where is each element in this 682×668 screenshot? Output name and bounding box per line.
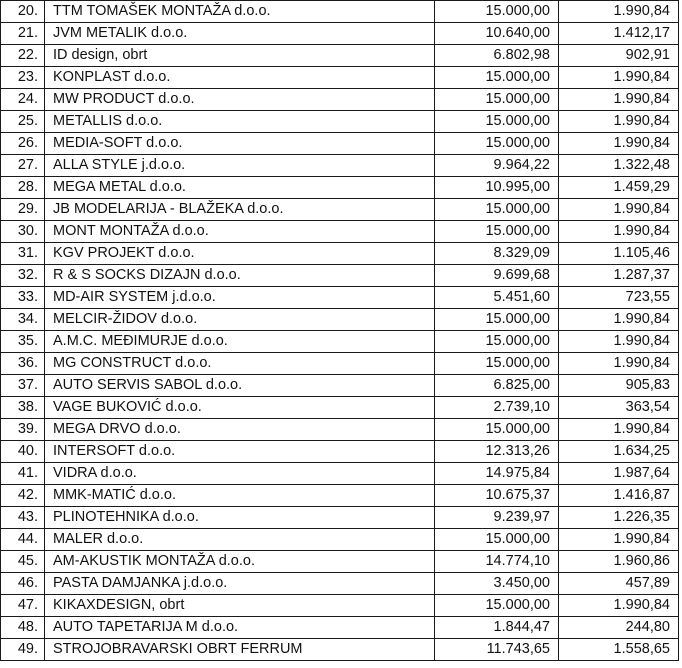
eur-amount-cell: 1.105,46 [559, 243, 679, 265]
eur-amount-cell: 1.960,86 [559, 551, 679, 573]
row-number-cell: 25. [1, 111, 45, 133]
amount-cell: 11.743,65 [435, 639, 559, 661]
eur-amount-cell: 244,80 [559, 617, 679, 639]
table-row [1, 155, 679, 177]
amount-cell: 10.640,00 [435, 23, 559, 45]
eur-amount-cell: 1.990,84 [559, 595, 679, 617]
eur-amount-cell: 1.990,84 [559, 221, 679, 243]
eur-amount-cell: 902,91 [559, 45, 679, 67]
company-name-cell: MONT MONTAŽA d.o.o. [45, 221, 435, 243]
table-body [1, 1, 679, 661]
table-row [1, 23, 679, 45]
row-number-cell: 42. [1, 485, 45, 507]
amount-cell: 3.450,00 [435, 573, 559, 595]
company-name-cell: MG CONSTRUCT d.o.o. [45, 353, 435, 375]
table-row [1, 177, 679, 199]
row-number-cell: 41. [1, 463, 45, 485]
eur-amount-cell: 457,89 [559, 573, 679, 595]
table-row [1, 485, 679, 507]
eur-amount-cell: 1.990,84 [559, 199, 679, 221]
amount-cell: 6.802,98 [435, 45, 559, 67]
row-number-cell: 36. [1, 353, 45, 375]
eur-amount-cell: 1.990,84 [559, 419, 679, 441]
row-number-cell: 40. [1, 441, 45, 463]
table-row [1, 419, 679, 441]
amount-cell: 9.964,22 [435, 155, 559, 177]
amount-cell: 15.000,00 [435, 595, 559, 617]
company-name-cell: ID design, obrt [45, 45, 435, 67]
eur-amount-cell: 1.226,35 [559, 507, 679, 529]
table-row [1, 397, 679, 419]
table-row [1, 529, 679, 551]
company-name-cell: MALER d.o.o. [45, 529, 435, 551]
table-row [1, 573, 679, 595]
company-name-cell: JB MODELARIJA - BLAŽEKA d.o.o. [45, 199, 435, 221]
eur-amount-cell: 1.990,84 [559, 67, 679, 89]
eur-amount-cell: 1.990,84 [559, 309, 679, 331]
row-number-cell: 31. [1, 243, 45, 265]
eur-amount-cell: 1.990,84 [559, 89, 679, 111]
table-row [1, 353, 679, 375]
row-number-cell: 43. [1, 507, 45, 529]
table-row [1, 507, 679, 529]
eur-amount-cell: 905,83 [559, 375, 679, 397]
eur-amount-cell: 1.987,64 [559, 463, 679, 485]
company-name-cell: ALLA STYLE j.d.o.o. [45, 155, 435, 177]
amount-cell: 15.000,00 [435, 529, 559, 551]
company-name-cell: TTM TOMAŠEK MONTAŽA d.o.o. [45, 1, 435, 23]
eur-amount-cell: 363,54 [559, 397, 679, 419]
table-row [1, 551, 679, 573]
eur-amount-cell: 1.634,25 [559, 441, 679, 463]
eur-amount-cell: 1.322,48 [559, 155, 679, 177]
company-name-cell: VIDRA d.o.o. [45, 463, 435, 485]
company-name-cell: JVM METALIK d.o.o. [45, 23, 435, 45]
amount-cell: 14.774,10 [435, 551, 559, 573]
table-row [1, 89, 679, 111]
row-number-cell: 44. [1, 529, 45, 551]
eur-amount-cell: 1.287,37 [559, 265, 679, 287]
eur-amount-cell: 723,55 [559, 287, 679, 309]
table-row [1, 639, 679, 661]
row-number-cell: 29. [1, 199, 45, 221]
company-name-cell: MEGA METAL d.o.o. [45, 177, 435, 199]
table-row [1, 595, 679, 617]
row-number-cell: 45. [1, 551, 45, 573]
eur-amount-cell: 1.558,65 [559, 639, 679, 661]
row-number-cell: 26. [1, 133, 45, 155]
amount-cell: 1.844,47 [435, 617, 559, 639]
eur-amount-cell: 1.416,87 [559, 485, 679, 507]
company-name-cell: MELCIR-ŽIDOV d.o.o. [45, 309, 435, 331]
company-name-cell: PASTA DAMJANKA j.d.o.o. [45, 573, 435, 595]
eur-amount-cell: 1.990,84 [559, 331, 679, 353]
company-name-cell: MW PRODUCT d.o.o. [45, 89, 435, 111]
table-row [1, 287, 679, 309]
row-number-cell: 37. [1, 375, 45, 397]
company-name-cell: MEGA DRVO d.o.o. [45, 419, 435, 441]
amount-cell: 15.000,00 [435, 419, 559, 441]
table-row [1, 617, 679, 639]
amount-cell: 14.975,84 [435, 463, 559, 485]
company-name-cell: A.M.C. MEĐIMURJE d.o.o. [45, 331, 435, 353]
company-name-cell: INTERSOFT d.o.o. [45, 441, 435, 463]
amount-cell: 12.313,26 [435, 441, 559, 463]
table-row [1, 1, 679, 23]
amount-cell: 15.000,00 [435, 133, 559, 155]
table-row [1, 243, 679, 265]
row-number-cell: 27. [1, 155, 45, 177]
row-number-cell: 46. [1, 573, 45, 595]
eur-amount-cell: 1.412,17 [559, 23, 679, 45]
amount-cell: 15.000,00 [435, 1, 559, 23]
row-number-cell: 38. [1, 397, 45, 419]
table-row [1, 199, 679, 221]
amount-cell: 6.825,00 [435, 375, 559, 397]
amount-cell: 9.239,97 [435, 507, 559, 529]
amount-cell: 15.000,00 [435, 67, 559, 89]
row-number-cell: 32. [1, 265, 45, 287]
company-name-cell: AM-AKUSTIK MONTAŽA d.o.o. [45, 551, 435, 573]
eur-amount-cell: 1.990,84 [559, 529, 679, 551]
company-name-cell: VAGE BUKOVIĆ d.o.o. [45, 397, 435, 419]
table-row [1, 463, 679, 485]
company-name-cell: MD-AIR SYSTEM j.d.o.o. [45, 287, 435, 309]
amount-cell: 15.000,00 [435, 111, 559, 133]
eur-amount-cell: 1.990,84 [559, 133, 679, 155]
row-number-cell: 24. [1, 89, 45, 111]
company-name-cell: AUTO SERVIS SABOL d.o.o. [45, 375, 435, 397]
company-name-cell: MMK-MATIĆ d.o.o. [45, 485, 435, 507]
table-row [1, 67, 679, 89]
amount-cell: 2.739,10 [435, 397, 559, 419]
company-name-cell: KGV PROJEKT d.o.o. [45, 243, 435, 265]
eur-amount-cell: 1.990,84 [559, 111, 679, 133]
table-row [1, 375, 679, 397]
row-number-cell: 47. [1, 595, 45, 617]
amount-cell: 10.995,00 [435, 177, 559, 199]
row-number-cell: 21. [1, 23, 45, 45]
table-row [1, 133, 679, 155]
company-name-cell: MEDIA-SOFT d.o.o. [45, 133, 435, 155]
table-row [1, 221, 679, 243]
amount-cell: 8.329,09 [435, 243, 559, 265]
row-number-cell: 28. [1, 177, 45, 199]
row-number-cell: 49. [1, 639, 45, 661]
company-name-cell: METALLIS d.o.o. [45, 111, 435, 133]
amount-cell: 5.451,60 [435, 287, 559, 309]
row-number-cell: 39. [1, 419, 45, 441]
amount-cell: 15.000,00 [435, 221, 559, 243]
amount-cell: 15.000,00 [435, 89, 559, 111]
eur-amount-cell: 1.459,29 [559, 177, 679, 199]
table-row [1, 45, 679, 67]
table-row [1, 441, 679, 463]
row-number-cell: 30. [1, 221, 45, 243]
table-row [1, 265, 679, 287]
table-row [1, 331, 679, 353]
company-name-cell: KIKAXDESIGN, obrt [45, 595, 435, 617]
row-number-cell: 23. [1, 67, 45, 89]
company-name-cell: R & S SOCKS DIZAJN d.o.o. [45, 265, 435, 287]
amount-cell: 10.675,37 [435, 485, 559, 507]
company-name-cell: PLINOTEHNIKA d.o.o. [45, 507, 435, 529]
amount-cell: 15.000,00 [435, 331, 559, 353]
amount-cell: 9.699,68 [435, 265, 559, 287]
amount-cell: 15.000,00 [435, 353, 559, 375]
table-row [1, 111, 679, 133]
eur-amount-cell: 1.990,84 [559, 1, 679, 23]
row-number-cell: 33. [1, 287, 45, 309]
row-number-cell: 48. [1, 617, 45, 639]
amount-cell: 15.000,00 [435, 309, 559, 331]
table-row [1, 309, 679, 331]
eur-amount-cell: 1.990,84 [559, 353, 679, 375]
row-number-cell: 34. [1, 309, 45, 331]
amount-cell: 15.000,00 [435, 199, 559, 221]
row-number-cell: 20. [1, 1, 45, 23]
company-name-cell: KONPLAST d.o.o. [45, 67, 435, 89]
row-number-cell: 22. [1, 45, 45, 67]
row-number-cell: 35. [1, 331, 45, 353]
company-name-cell: AUTO TAPETARIJA M d.o.o. [45, 617, 435, 639]
company-name-cell: STROJOBRAVARSKI OBRT FERRUM [45, 639, 435, 661]
